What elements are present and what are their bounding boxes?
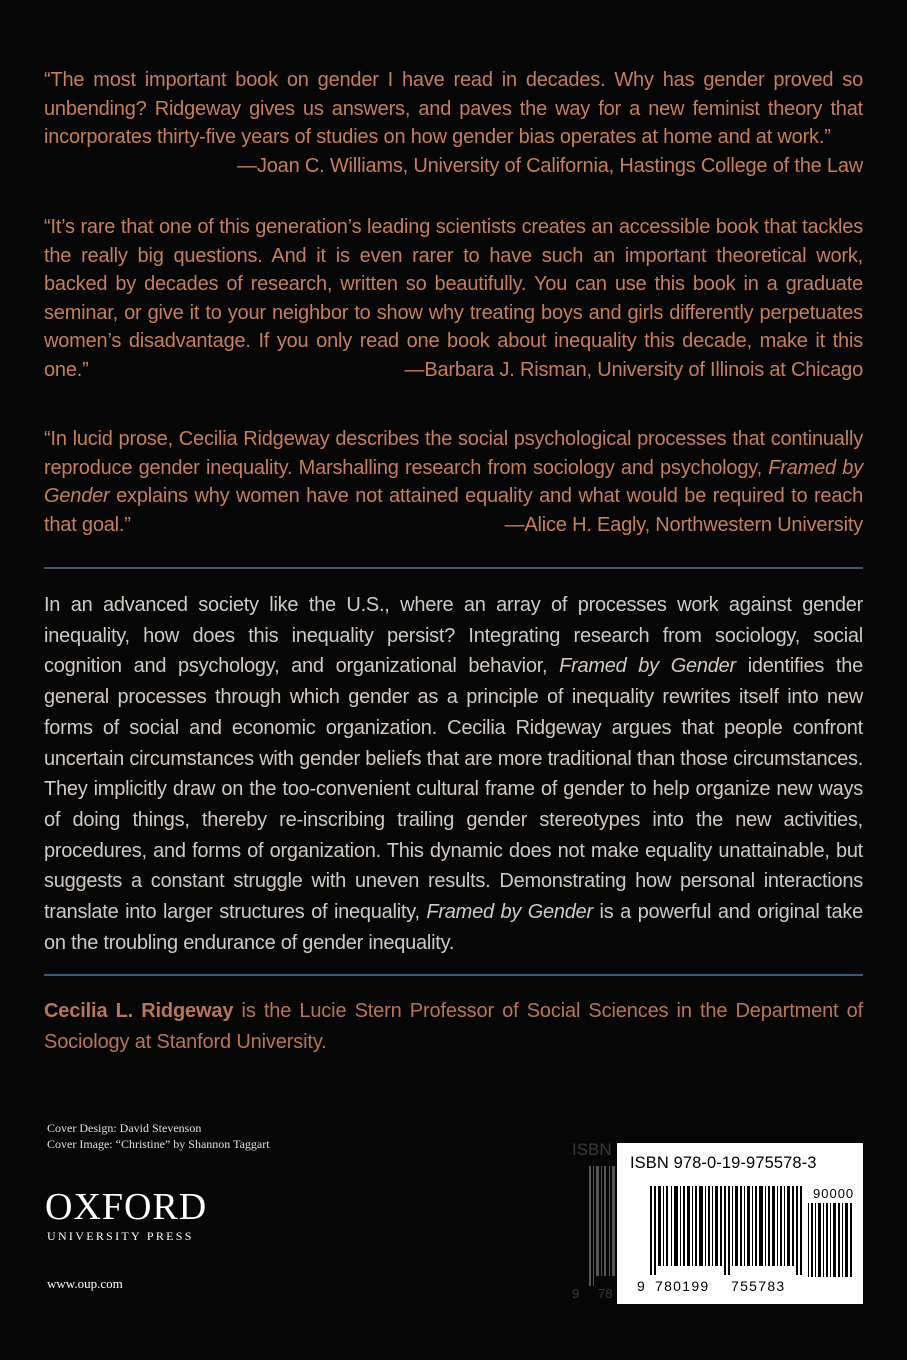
ghost-digits: 78 [598,1286,613,1301]
description-book-title-1: Framed by Gender [559,655,736,678]
publisher-subtitle: UNIVERSITY PRESS [47,1229,194,1243]
cover-design-credit: Cover Design: David Stevenson [47,1121,202,1135]
quote-eagly-attribution: —Alice H. Eagly, Northwestern University [504,513,863,536]
price-addon-label: 90000 [813,1186,855,1201]
author-name: Cecilia L. Ridgeway [44,1000,234,1022]
quote-eagly [44,425,863,539]
quote-williams-attribution: —Joan C. Williams, University of California, Hastings College of the Law [237,154,863,177]
quote-eagly-book-title: Framed by Gender [44,456,863,507]
ghost-barcode-bars [587,1166,617,1286]
quote-eagly-text: “In lucid prose, Cecilia Ridgeway describes the social psychological processes that continually reproduce gender inequality. Marshalling research from sociology and psychology, [44,428,863,479]
quote-williams-text: “The most important book on gender I have read in decades. Why has gender proved so unbending? Ridgeway gives us answers, and paves the way for a new feminist theory that incorporates thirty-five years of studies on how gender bias operates at home and at work.” [44,69,863,148]
oxford-logo: OXFORD [45,1186,208,1228]
isbn-label: ISBN 978-0-19-975578-3 [630,1154,817,1172]
author-bio-text: is the Lucie Stern Professor of Social Sciences in the Department of Sociology at Stanford University. [44,1000,864,1053]
quote-risman-text: “It’s rare that one of this generation’s leading scientists creates an accessible book that tackles the really big questions. And it is even rarer to have such an important theoretical work, backed by decades of research, written so beautifully. You can use this book in a graduate seminar, or give it to your neighbor to show why treating boys and girls differently perpetuates women’s disadvantage. If you only read one book about inequality this decade, make it this one.” [44,216,863,381]
quote-risman-attribution: —Barbara J. Risman, University of Illinois at Chicago [404,358,863,381]
cover-image-credit: Cover Image: “Christine” by Shannon Taggart [47,1137,270,1151]
book-description [44,590,863,958]
description-text-1: In an advanced society like the U.S., where an array of processes work against gender inequality, how does this inequality persist? Integrating research from sociology, social cognition and psychology, and organizational behavior, [44,594,863,678]
price-addon-bars [808,1203,854,1277]
quote-williams [44,66,863,180]
ean-barcode-bars [650,1186,802,1275]
ghost-lead-digit: 9 [572,1286,580,1301]
barcode-digits-left: 780199 [655,1278,710,1294]
description-text-2: identifies the general processes through which gender as a principle of inequality rewrites itself into new forms of social and economic organization. Cecilia Ridgeway argues that people confront uncertain circumstances with gender beliefs that are more traditional than those circumstances. They implicitly draw on the too-convenient cultural frame of gender to help organize new ways of doing things, thereby re-inscribing trailing gender stereotypes into the new activities, procedures, and forms of organization. This dynamic does not make equality unattainable, but suggests a constant struggle with uneven results. Demonstrating how personal interactions translate into larger structures of inequality, [44,655,863,924]
quote-risman [44,213,863,384]
isbn-barcode [617,1143,863,1304]
barcode-lead-digit: 9 [637,1278,647,1294]
ghost-barcode [569,1140,617,1305]
barcode-digits-right: 755783 [731,1278,786,1294]
quote-eagly-text-end: explains why women have not attained equality and what would be required to reach that goal.” [44,485,863,536]
author-bio [44,996,863,1058]
publisher-url: www.oup.com [47,1276,123,1291]
divider-rule-top [44,567,863,569]
divider-rule-bottom [44,974,863,976]
ghost-isbn-label: ISBN [572,1140,612,1159]
description-book-title-2: Framed by Gender [426,901,593,924]
description-text-3: is a powerful and original take on the troubling endurance of gender inequality. [44,901,864,954]
